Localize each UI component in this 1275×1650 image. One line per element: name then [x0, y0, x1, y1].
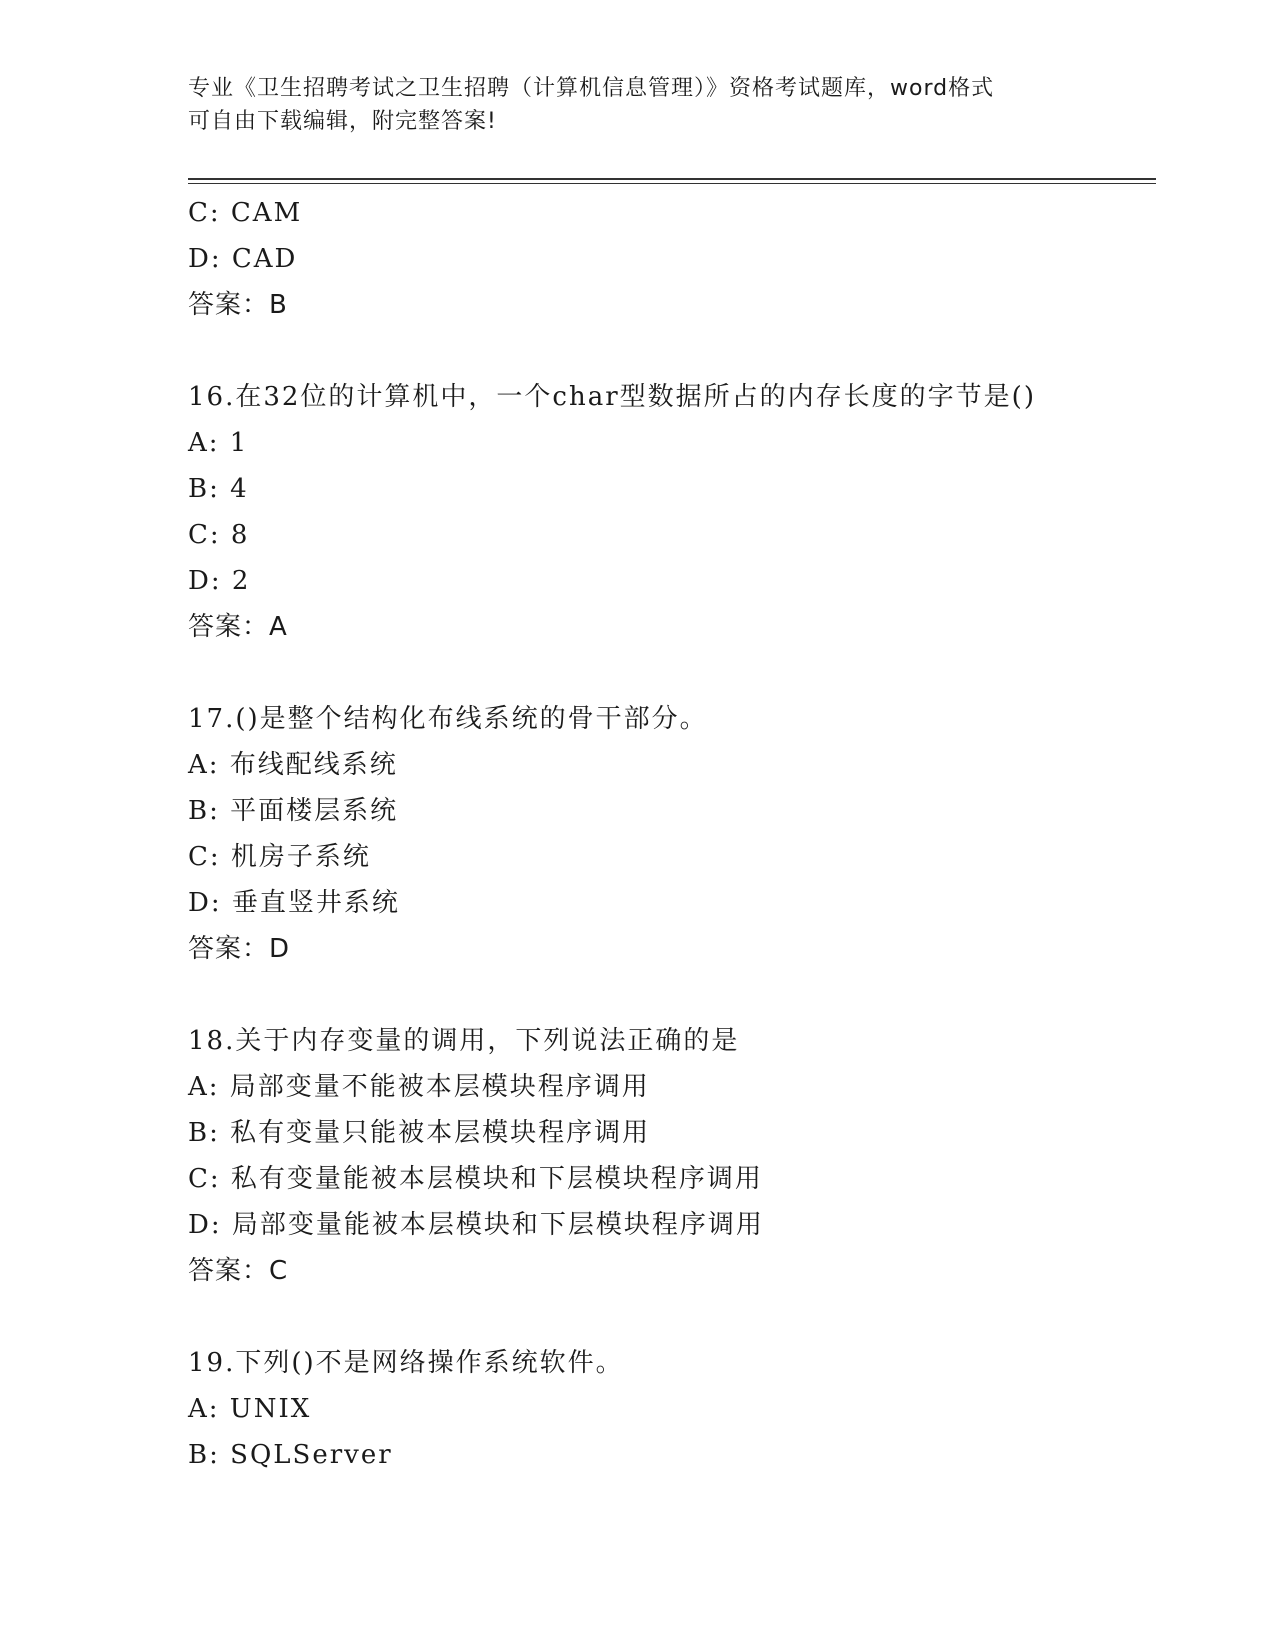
question-16: [188, 374, 1148, 650]
option-b: B: 4: [188, 474, 249, 504]
option-d: D: 2: [188, 566, 251, 596]
question-text: 17.()是整个结构化布线系统的骨干部分。: [188, 704, 708, 734]
option-c: C: 机房子系统: [188, 842, 371, 872]
question-text: 18.关于内存变量的调用，下列说法正确的是: [188, 1026, 740, 1056]
option-b: B: SQLServer: [188, 1440, 393, 1470]
option-b: B: 平面楼层系统: [188, 796, 399, 826]
question-list: [188, 190, 1148, 1478]
option-a: A: UNIX: [188, 1394, 312, 1424]
option-a: A: 局部变量不能被本层模块程序调用: [188, 1072, 650, 1102]
option-a: A: 1: [188, 428, 249, 458]
question-18: [188, 1018, 1148, 1294]
option-d: D: 局部变量能被本层模块和下层模块程序调用: [188, 1210, 764, 1240]
option-b: B: 私有变量只能被本层模块程序调用: [188, 1118, 651, 1148]
page-header: [188, 72, 1088, 138]
header-divider: [188, 178, 1156, 184]
question-17: [188, 696, 1148, 972]
question-text: 16.在32位的计算机中，一个char型数据所占的内存长度的字节是(): [188, 382, 1036, 412]
option-c: C: 私有变量能被本层模块和下层模块程序调用: [188, 1164, 763, 1194]
question-19: [188, 1340, 1148, 1478]
answer-label: 答案：D: [188, 934, 291, 964]
answer-label: 答案：B: [188, 290, 288, 320]
option-d: D: CAD: [188, 244, 298, 274]
option-c: C: 8: [188, 520, 250, 550]
option-a: A: 布线配线系统: [188, 750, 398, 780]
answer-label: 答案：C: [188, 1256, 289, 1286]
option-d: D: 垂直竖井系统: [188, 888, 400, 918]
option-c: C: CAM: [188, 198, 303, 228]
question-text: 19.下列()不是网络操作系统软件。: [188, 1348, 624, 1378]
header-title-line1: 专业《卫生招聘考试之卫生招聘（计算机信息管理）》资格考试题库，word格式: [188, 76, 995, 101]
header-title-line2: 可自由下载编辑，附完整答案!: [188, 109, 497, 134]
question-15-tail: [188, 190, 1148, 328]
answer-label: 答案：A: [188, 612, 288, 642]
